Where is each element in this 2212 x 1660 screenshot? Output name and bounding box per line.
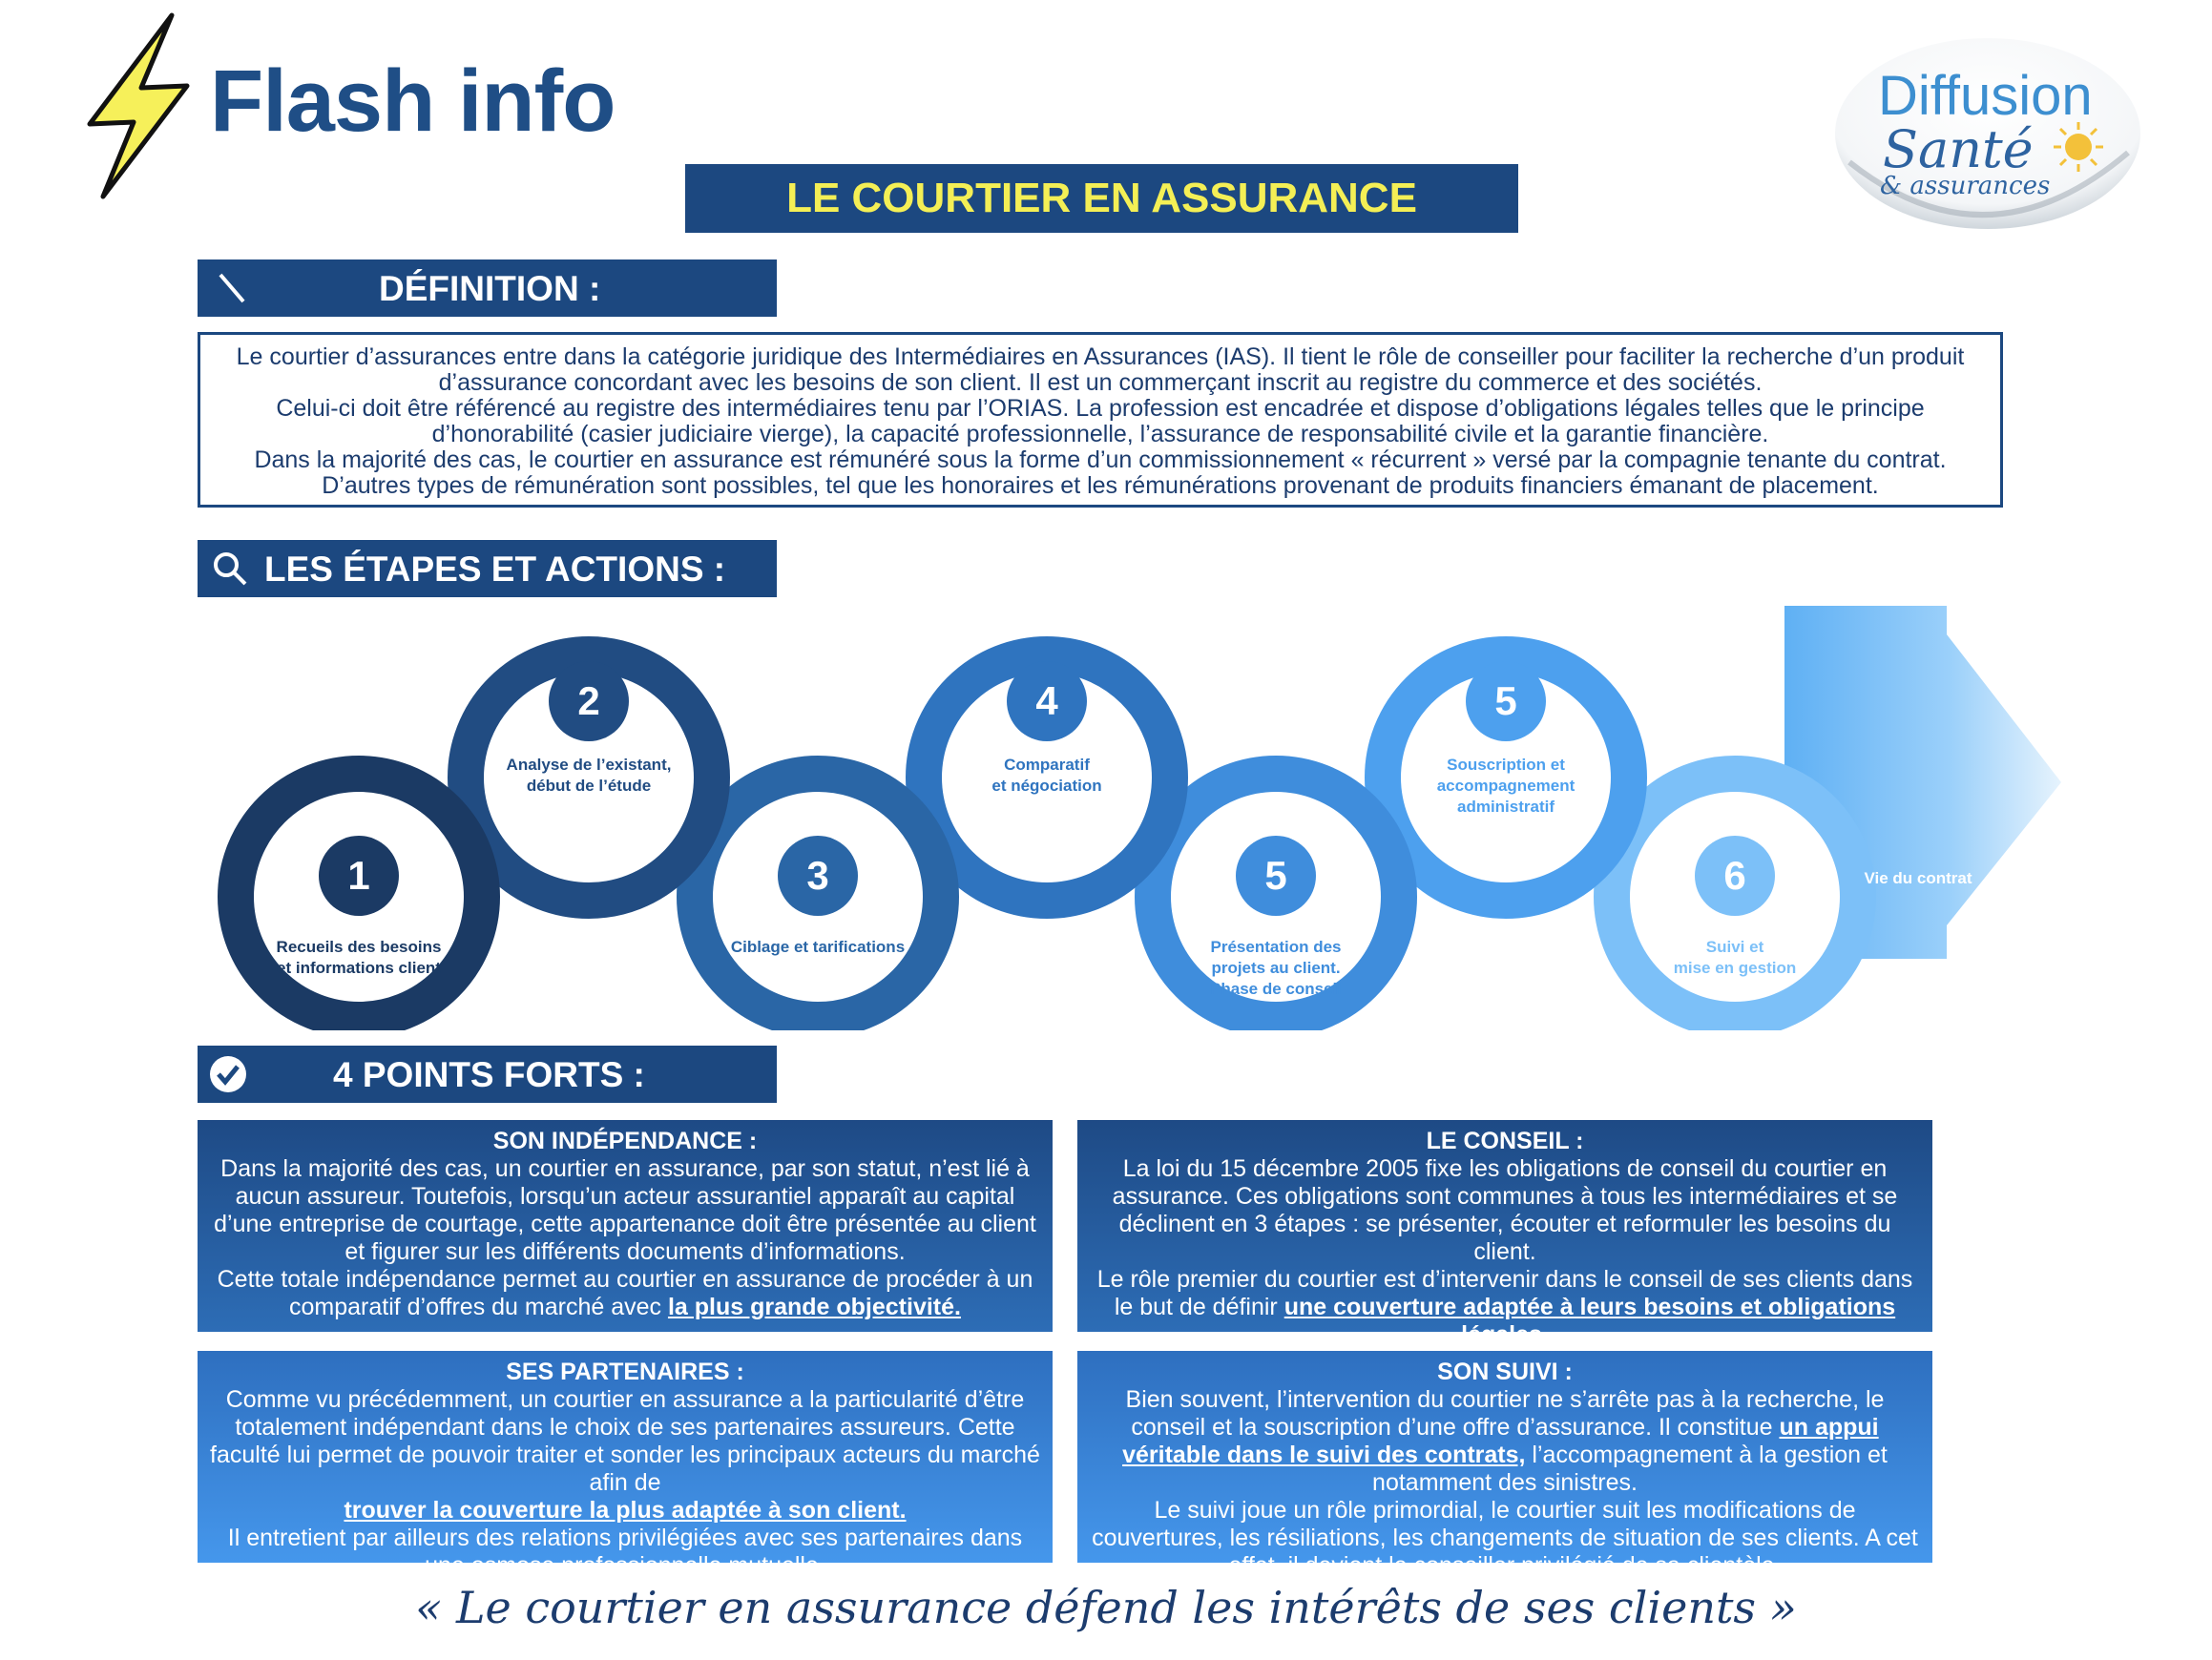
step-number: 2 [577,678,600,723]
process-diagram [0,591,2212,1030]
step-number: 1 [347,853,370,898]
main-title: LE COURTIER EN ASSURANCE [786,175,1417,221]
step-number: 3 [806,853,829,898]
strength-text: Bien souvent, l’intervention du courtier ne s’arrête pas à la recherche, le conseil et la souscription d’une offre d’assurance. Il constitue [1125,1386,1885,1441]
logo-text-diffusion: Diffusion [1878,65,2093,127]
page-title: Flash info [210,52,616,150]
steps-heading [198,540,777,597]
step-label: Recueils des besoins et informations client [276,938,442,977]
strength-title: LE CONSEIL : [1426,1128,1584,1154]
sun-icon [2052,120,2105,174]
step-number: 5 [1494,678,1517,723]
checkmark-icon [207,1053,249,1095]
arrow-label: Vie du contrat [1864,869,1972,887]
lightning-icon [84,11,191,200]
step-number: 4 [1035,678,1058,723]
step-label: Ciblage et tarifications [730,938,906,956]
strength-text: Dans la majorité des cas, un courtier en assurance, par son statut, n’est lié à aucun assureur. Toutefois, lorsqu’un acteur assurantiel apparaît au capital d’une entreprise de courtage, cette appartenance doit être présentée au client et figurer sur les différents documents d’informations. [214,1155,1036,1265]
definition-line: D’autres types de rémunération sont possibles, tel que les honoraires et les rémunérations provenant de produits financiers émanant de placement. [322,472,1879,499]
strength-conseil [1077,1120,1932,1348]
definition-line: Le courtier d’assurances entre dans la catégorie juridique des Intermédiaires en Assurances (IAS). Il tient le rôle de conseiller pour faciliter la recherche d’un produit [236,343,1965,370]
definition-heading [198,259,777,317]
step-label: Souscription et accompagnement administratif [1436,756,1576,816]
footer-quote: « Le courtier en assurance défend les intérêts de ses clients » [415,1582,1797,1633]
strength-partenaires [198,1351,1053,1579]
definition-line: d’honorabilité (casier judiciaire vierge), la capacité professionnelle, l’assurance de responsabilité civile et la garantie financière. [431,421,1769,447]
main-title-banner [685,164,1518,233]
company-logo [1830,38,2145,239]
definition-box [198,332,2003,508]
strength-suivi [1077,1351,1932,1579]
strength-text: La loi du 15 décembre 2005 fixe les obligations de conseil du courtier en assurance. Ces obligations sont communes à tous les intermédiaires et se déclinent en 3 étapes : se présenter, écouter et reformuler les besoins du client. [1112,1155,1898,1265]
strength-text: l’accompagnement à la gestion et notamment des sinistres. [1372,1442,1888,1496]
logo-text-assurances: & assurances [1880,172,2051,200]
strength-highlight: une couverture adaptée à leurs besoins et obligations légales. [1283,1294,1896,1348]
strength-title: SON INDÉPENDANCE : [492,1128,758,1154]
strength-text: Le suivi joue un rôle primordial, le courtier suit les modifications de couvertures, les résiliations, les changements de situation de ses clients. A cet effet, il devient le conseiller privilégié de sa clientèle. [1092,1497,1918,1579]
steps-heading-label: LES ÉTAPES ET ACTIONS : [264,550,726,589]
definition-line: Dans la majorité des cas, le courtier en assurance est rémunéré sous la forme d’un commissionnement « récurrent » versé par la compagnie tenante du contrat. [254,446,1947,473]
strength-highlight: trouver la couverture la plus adaptée à son client. [344,1497,907,1524]
definition-line: Celui-ci doit être référencé au registre des intermédiaires tenu par l’ORIAS. La profession est encadrée et dispose d’obligations légales telles que le principe [276,395,1925,422]
definition-heading-label: DÉFINITION : [379,269,601,308]
search-icon [211,550,249,588]
strength-title: SON SUIVI : [1437,1359,1573,1385]
step-number: 5 [1264,853,1287,898]
step-label: Analyse de l’existant, début de l’étude [506,756,672,795]
pen-icon [215,271,249,305]
step-label: Comparatif et négociation [991,756,1102,795]
strength-text: Le rôle premier du courtier est d’intervenir dans le conseil de ses clients dans le but de définir [1096,1266,1913,1320]
step-label: Suivi et mise en gestion [1673,938,1797,977]
logo-text-sante: Santé [1883,119,2034,179]
strength-text: Il entretient par ailleurs des relations privilégiées avec ses partenaires dans une osmose professionnelle mutuelle. [227,1525,1023,1579]
strength-highlight: la plus grande objectivité. [667,1294,961,1320]
step-label: Présentation des projets au client. Phase de conseil [1210,938,1342,998]
strength-highlight: un appui véritable dans le suivi des contrats, [1122,1414,1879,1468]
definition-line: d’assurance concordant avec les besoins de son client. Il est un commerçant inscrit au registre du commerce et des sociétés. [438,369,1763,396]
strengths-heading-label: 4 POINTS FORTS : [333,1055,645,1094]
strength-independance [198,1120,1053,1332]
step-number: 6 [1723,853,1746,898]
strengths-heading [198,1046,777,1103]
strength-text: Comme vu précédemment, un courtier en assurance a la particularité d’être totalement indépendant dans le choix de ses partenaires assureurs. Cette faculté lui permet de pouvoir traiter et sonder les principaux acteurs du marché afin de [210,1386,1040,1496]
strength-text: Cette totale indépendance permet au courtier en assurance de procéder à un comparatif d’offres du marché avec [217,1266,1033,1320]
strength-title: SES PARTENAIRES : [506,1359,744,1385]
